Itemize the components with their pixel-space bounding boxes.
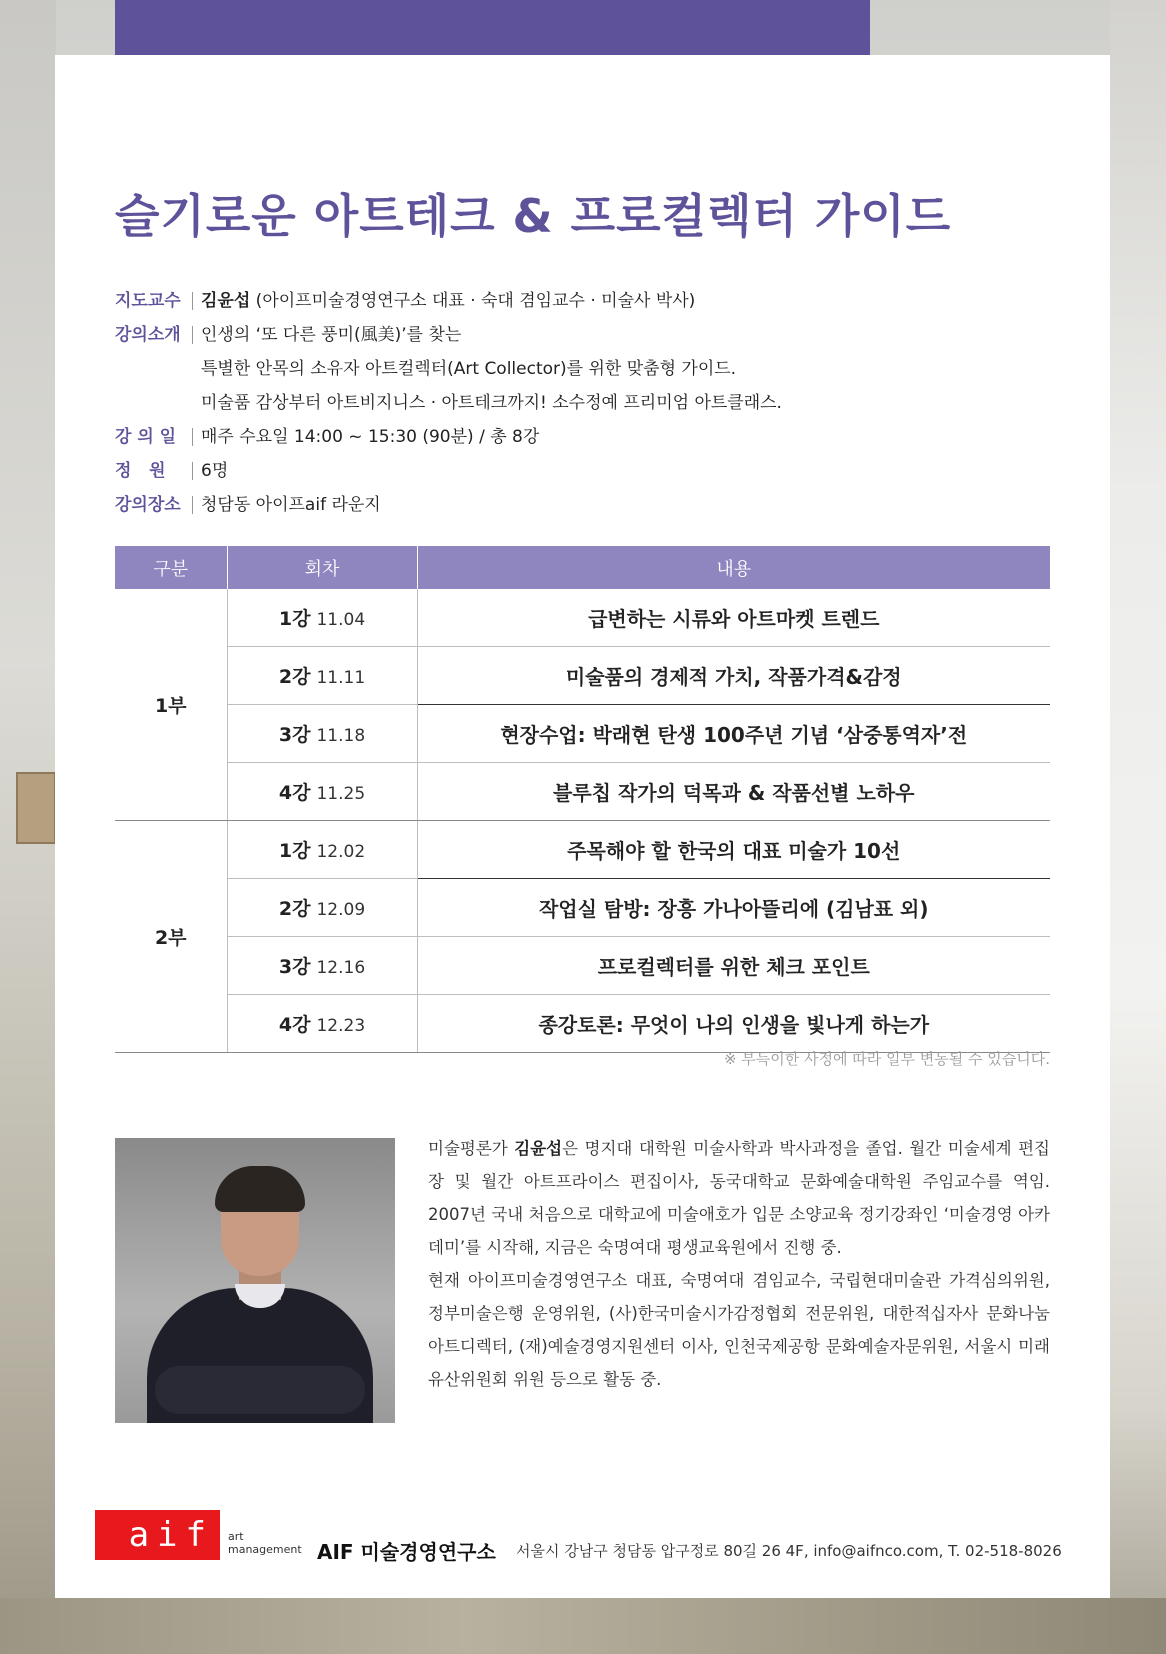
info-value: 6명 [201,461,229,481]
info-value [201,284,695,318]
divider [192,326,193,344]
background-bottom [0,1598,1166,1654]
session-cell [227,705,417,763]
session-date: 12.16 [316,958,366,978]
info-value: 매주 수요일 14:00 ~ 15:30 (90분) / 총 8강 [201,427,540,447]
divider [192,496,193,514]
session-date: 12.23 [316,1016,366,1036]
content-cell: 블루칩 작가의 덕목과 & 작품선별 노하우 [417,763,1050,821]
session-label: 3강 [278,956,311,978]
info-intro [115,318,1075,352]
content-cell: 미술품의 경제적 가치, 작품가격&감정 [417,647,1050,705]
info-label: 강 의 일 [115,427,177,447]
instructor-name: 김윤섭 [201,291,251,311]
table-row [115,589,1050,647]
top-color-band [115,0,870,56]
photo-hair [215,1166,305,1212]
table-row [115,821,1050,879]
info-label: 강의소개 [115,325,181,345]
bio-paragraph: 현재 아이프미술경영연구소 대표, 숙명여대 겸임교수, 국립현대미술관 가격심의위원, 정부미술은행 운영위원, (사)한국미술시가감정협회 전문위원, 대한적십자사 문화나눔 아트디렉터, (재)예술경영지원센터 이사, 인천국제공항 문화예술자문위원, 서울시 미래유산위원회 위원 등으로 활동 중. [428,1271,1050,1389]
session-label: 3강 [278,724,311,746]
info-label: 지도교수 [115,291,181,311]
bio-name: 김윤섭 [514,1139,563,1158]
session-label: 1강 [278,840,311,862]
session-label: 1강 [278,608,311,630]
session-cell [227,879,417,937]
divider [192,462,193,480]
intro-line: 인생의 ‘또 다른 풍미(風美)’를 찾는 [201,325,462,345]
background-artwork [16,772,56,844]
table-row [115,879,1050,937]
aif-logo: aif [95,1510,220,1560]
bio-prefix: 미술평론가 [428,1139,515,1158]
content-cell: 종강토론: 무엇이 나의 인생을 빛나게 하는가 [417,995,1050,1053]
content-cell: 작업실 탐방: 장흥 가나아뜰리에 (김남표 외) [417,879,1050,937]
session-date: 11.04 [316,610,366,630]
divider [192,428,193,446]
photo-arms [155,1366,365,1414]
session-cell [227,821,417,879]
instructor-detail: (아이프미술경영연구소 대표 · 숙대 겸임교수 · 미술사 박사) [250,291,696,311]
session-date: 12.09 [316,900,366,920]
content-cell: 현장수업: 박래현 탄생 100주년 기념 ‘삼중통역자’전 [417,705,1050,763]
session-cell [227,589,417,647]
info-label: 정 원 [115,461,166,481]
content-cell: 주목해야 할 한국의 대표 미술가 10선 [417,821,1050,879]
session-date: 12.02 [316,842,366,862]
info-value: 청담동 아이프aif 라운지 [201,495,381,515]
part-cell: 1부 [115,589,227,821]
organization-address: 서울시 강남구 청담동 압구정로 80길 26 4F, info@aifnco.com, T. 02-518-8026 [516,1542,1062,1560]
session-cell [227,647,417,705]
course-info [115,284,1075,522]
column-header: 내용 [417,546,1050,589]
organization-name: AIF 미술경영연구소 [317,1540,496,1564]
session-label: 2강 [278,898,311,920]
session-date: 11.11 [316,668,366,688]
schedule-table [115,546,1050,1053]
part-cell: 2부 [115,821,227,1053]
table-header-row [115,546,1050,589]
column-header: 회차 [227,546,417,589]
table-row [115,705,1050,763]
table-row [115,995,1050,1053]
instructor-bio [428,1132,1050,1396]
divider [192,292,193,310]
content-cell: 급변하는 시류와 아트마켓 트렌드 [417,589,1050,647]
session-label: 2강 [278,666,311,688]
page-title: 슬기로운 아트테크 & 프로컬렉터 가이드 [115,189,952,243]
column-header: 구분 [115,546,227,589]
session-label: 4강 [278,1014,311,1036]
logo-subtitle [228,1530,302,1556]
logo-sub-line: management [228,1543,302,1556]
info-schedule [115,420,1075,454]
schedule-note: ※ 부득이한 사정에 따라 일부 변동될 수 있습니다. [723,1050,1050,1068]
info-label: 강의장소 [115,495,181,515]
info-instructor [115,284,1075,318]
info-venue [115,488,1075,522]
background-right [1110,0,1166,1654]
table-row [115,647,1050,705]
logo-sub-line: art [228,1530,244,1543]
intro-line: 특별한 안목의 소유자 아트컬렉터(Art Collector)를 위한 맞춤형 가이드. [201,359,737,379]
instructor-photo [115,1138,395,1423]
table-row [115,937,1050,995]
session-date: 11.25 [316,784,366,804]
info-capacity [115,454,1075,488]
session-cell [227,995,417,1053]
session-cell [227,763,417,821]
bio-text: 은 명지대 대학원 미술사학과 박사과정을 졸업. 월간 미술세계 편집장 및 월간 아트프라이스 편집이사, 동국대학교 문화예술대학원 주임교수를 역임. 2007년 국내 처음으로 대학교에 미술애호가 입문 소양교육 정기강좌인 ‘미술경영 아카데미’를 시작해, 지금은 숙명여대 평생교육원에서 진행 중. [428,1139,1050,1257]
table-row [115,763,1050,821]
session-cell [227,937,417,995]
session-label: 4강 [278,782,311,804]
content-cell: 프로컬렉터를 위한 체크 포인트 [417,937,1050,995]
bio-paragraph [428,1132,1050,1264]
intro-line: 미술품 감상부터 아트비지니스 · 아트테크까지! 소수정예 프리미엄 아트클래스. [201,393,782,413]
session-date: 11.18 [316,726,366,746]
